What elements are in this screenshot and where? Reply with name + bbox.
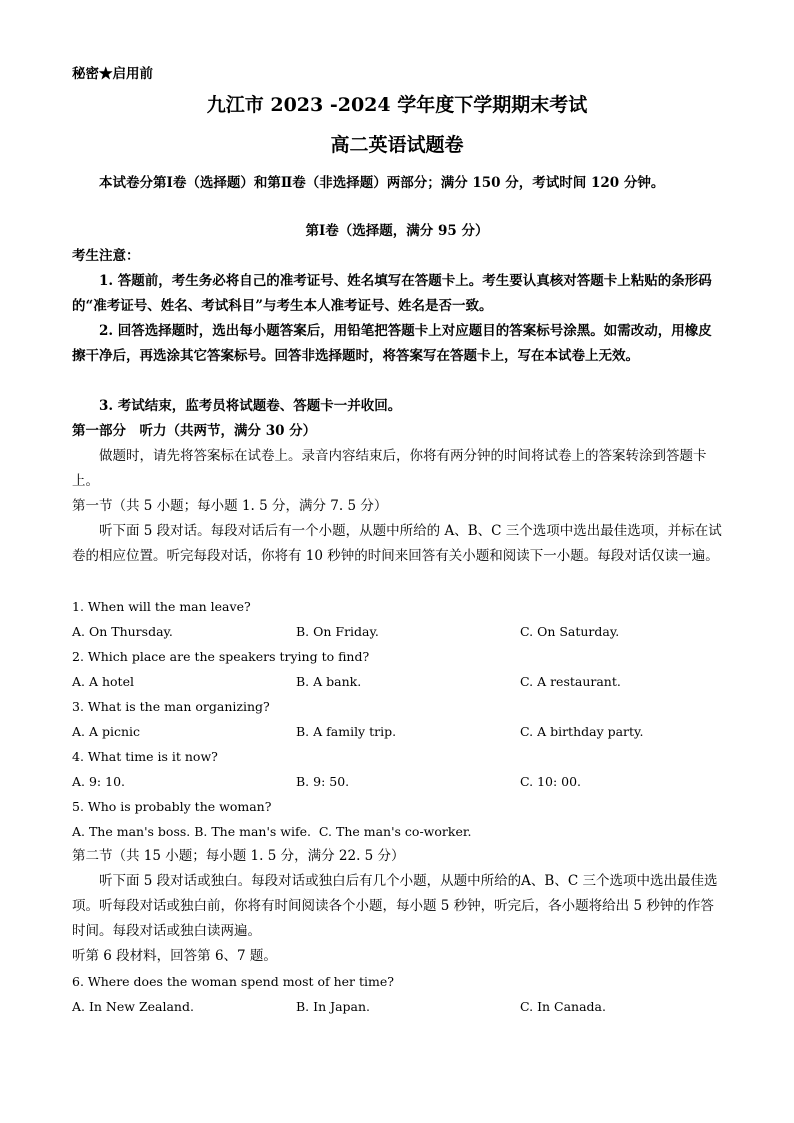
option-b: B. On Friday.	[296, 624, 379, 639]
option-a: A. A hotel	[72, 674, 134, 689]
option-c: C. 10: 00.	[520, 774, 582, 789]
volume-heading: 第Ⅰ卷（选择题，满分 95 分）	[305, 223, 489, 239]
option-b: B. A bank.	[296, 674, 362, 689]
notice-title: 考生注意：	[72, 248, 140, 264]
option-c: C. On Saturday.	[520, 624, 620, 639]
option-c: C. A birthday party.	[520, 724, 644, 739]
question-1-options	[72, 619, 722, 644]
part1-title: 第一部分 听力（共两节，满分 30 分）	[72, 423, 317, 439]
option-a: A. In New Zealand.	[72, 999, 194, 1014]
exam-subtitle: 高二英语试题卷	[330, 134, 464, 156]
question-2-stem: 2. Which place are the speakers trying to find?	[72, 649, 370, 664]
question-2-options	[72, 669, 722, 694]
notice-item-1: 1. 答题前，考生务必将自己的准考证号、姓名填写在答题卡上。考生要认真核对答题卡上粘贴的条形码的“准考证号、姓名、考试科目”与考生本人准考证号、姓名是否一致。	[72, 273, 712, 314]
part1-instruction: 做题时，请先将答案标在试卷上。录音内容结束后，你将有两分钟的时间将试卷上的答案转涂到答题卡上。	[72, 448, 707, 489]
question-3-stem: 3. What is the man organizing?	[72, 699, 270, 714]
confidential-mark: 秘密★启用前	[72, 66, 153, 82]
question-6-options	[72, 994, 722, 1019]
option-b: B. 9: 50.	[296, 774, 350, 789]
section2-instruction: 听下面 5 段对话或独白。每段对话或独白后有几个小题，从题中所给的A、B、C 三个选项中选出最佳选项。听每段对话或独白前，你将有时间阅读各个小题，每小题 5 秒钟，听完后，各小题将给出 5 秒钟的作答时间。每段对话或独白读两遍。	[72, 873, 718, 939]
option-c: C. In Canada.	[520, 999, 606, 1014]
option-b: B. In Japan.	[296, 999, 371, 1014]
question-4-options	[72, 769, 722, 794]
question-1-stem: 1. When will the man leave?	[72, 599, 251, 614]
option-a: A. 9: 10.	[72, 774, 125, 789]
option-c: C. A restaurant.	[520, 674, 621, 689]
section1-instruction: 听下面 5 段对话。每段对话后有一个小题，从题中所给的 A、B、C 三个选项中选出最佳选项，并标在试卷的相应位置。听完每段对话，你将有 10 秒钟的时间来回答有关小题和阅读下一小题。每段对话仅读一遍。	[72, 523, 722, 564]
section2-title: 第二节（共 15 小题；每小题 1. 5 分，满分 22. 5 分）	[72, 848, 405, 864]
question-5-options: A. The man's boss. B. The man's wife. C. The man's co-worker.	[72, 824, 472, 839]
question-5-stem: 5. Who is probably the woman?	[72, 799, 272, 814]
material-6-instruction: 听第 6 段材料，回答第 6、7 题。	[72, 948, 277, 964]
option-b: B. A family trip.	[296, 724, 397, 739]
question-6-stem: 6. Where does the woman spend most of her time?	[72, 974, 394, 989]
exam-title: 九江市 2023 -2024 学年度下学期期末考试	[206, 94, 588, 116]
notice-item-2: 2. 回答选择题时，选出每小题答案后，用铅笔把答题卡上对应题目的答案标号涂黑。如需改动，用橡皮擦干净后，再选涂其它答案标号。回答非选择题时，将答案写在答题卡上，写在本试卷上无效。	[72, 323, 712, 364]
option-a: A. A picnic	[72, 724, 141, 739]
question-4-stem: 4. What time is it now?	[72, 749, 218, 764]
question-3-options	[72, 719, 722, 744]
notice-item-3: 3. 考试结束，监考员将试题卷、答题卡一并收回。	[99, 398, 402, 414]
section1-title: 第一节（共 5 小题；每小题 1. 5 分，满分 7. 5 分）	[72, 498, 388, 514]
option-a: A. On Thursday.	[72, 624, 173, 639]
exam-intro: 本试卷分第Ⅰ卷（选择题）和第Ⅱ卷（非选择题）两部分；满分 150 分，考试时间 120 分钟。	[99, 175, 665, 191]
